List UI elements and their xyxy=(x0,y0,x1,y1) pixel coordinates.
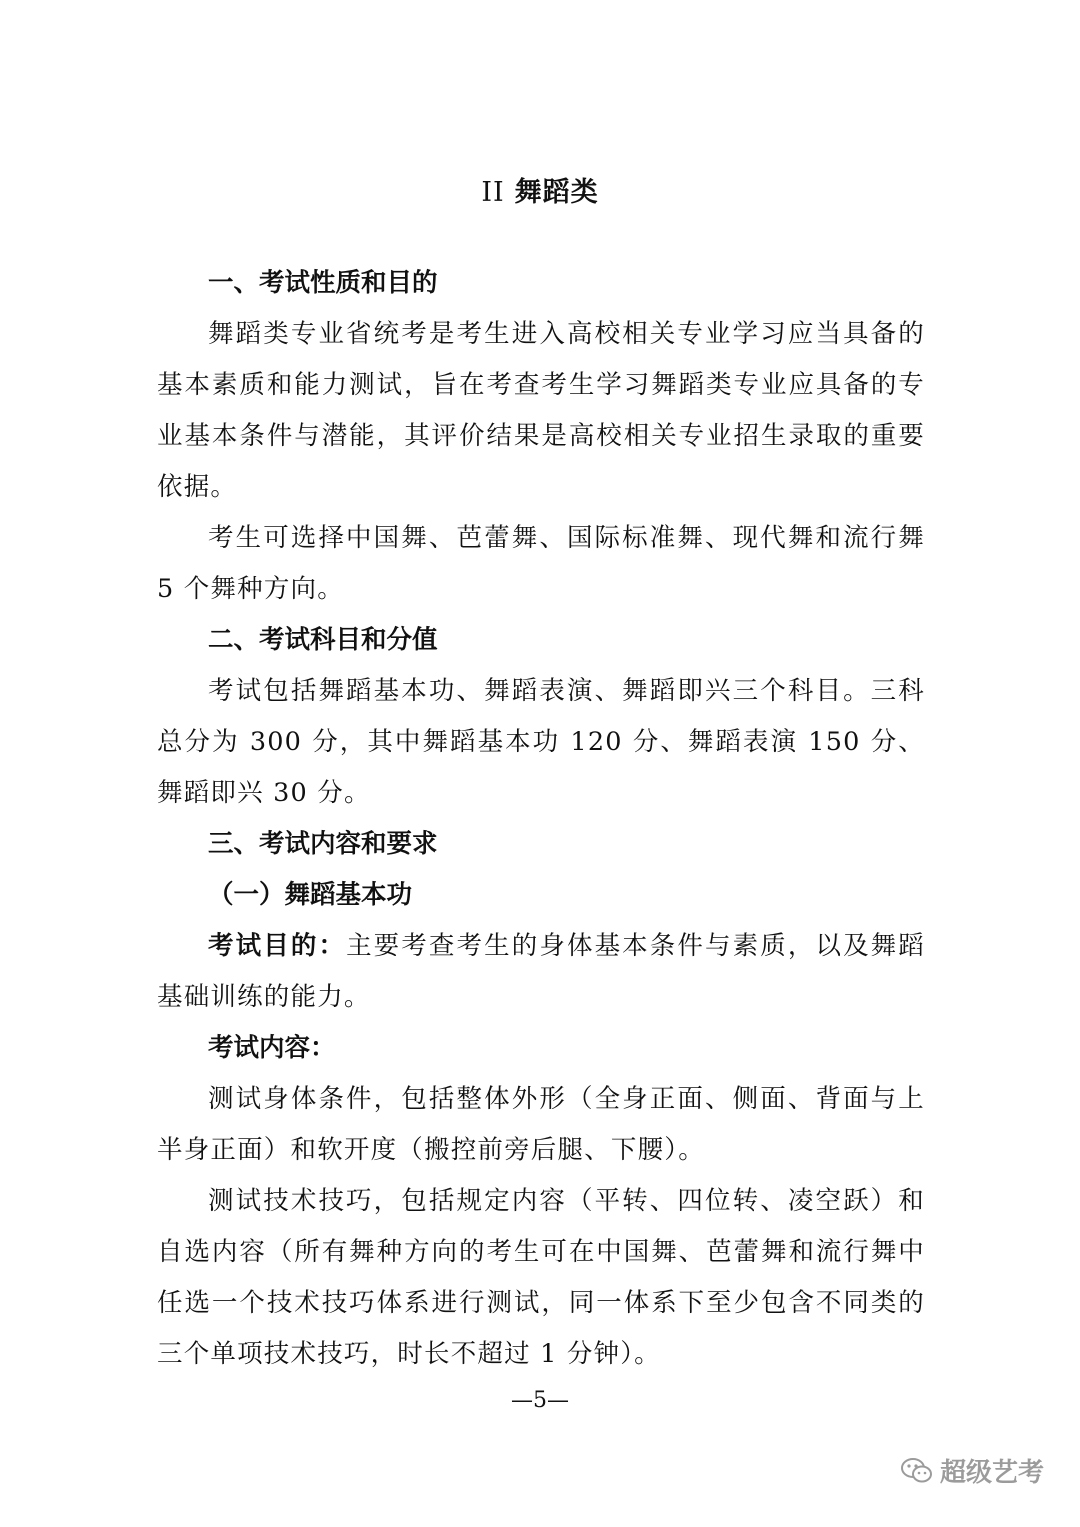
exam-content-paragraph-1: 测试身体条件，包括整体外形（全身正面、侧面、背面与上半身正面）和软开度（搬控前旁后腿、下腰）。 xyxy=(157,1084,925,1165)
title-roman-numeral: II xyxy=(481,177,505,208)
section-heading-2: 二、考试科目和分值 xyxy=(208,625,438,655)
exam-purpose-paragraph xyxy=(157,921,925,1023)
wechat-icon xyxy=(900,1456,934,1486)
section-1-paragraph-2: 考生可选择中国舞、芭蕾舞、国际标准舞、现代舞和流行舞 5 个舞种方向。 xyxy=(157,523,925,604)
watermark-text: 超级艺考 xyxy=(940,1458,1045,1488)
page-title xyxy=(0,170,1080,209)
section-heading-3: 三、考试内容和要求 xyxy=(208,829,438,859)
section-1-paragraph-1: 舞蹈类专业省统考是考生进入高校相关专业学习应当具备的基本素质和能力测试，旨在考查考生学习舞蹈类专业应具备的专业基本条件与潜能，其评价结果是高校相关专业招生录取的重要依据。 xyxy=(157,319,925,502)
exam-purpose-label: 考试目的： xyxy=(208,931,347,961)
section-2-paragraph-1: 考试包括舞蹈基本功、舞蹈表演、舞蹈即兴三个科目。三科总分为 300 分，其中舞蹈基本功 120 分、舞蹈表演 150 分、舞蹈即兴 30 分。 xyxy=(157,676,925,808)
exam-purpose-text: 主要考查考生的身体基本条件与素质，以及舞蹈基础训练的能力。 xyxy=(157,931,925,1012)
subsection-heading-basic-skills: （一）舞蹈基本功 xyxy=(208,880,413,910)
exam-content-paragraph-2: 测试技术技巧，包括规定内容（平转、四位转、凌空跃）和自选内容（所有舞种方向的考生可在中国舞、芭蕾舞和流行舞中任选一个技术技巧体系进行测试，同一体系下至少包含不同类的三个单项技术技巧，时长不超过 1 分钟）。 xyxy=(157,1186,925,1369)
title-text: 舞蹈类 xyxy=(514,177,599,208)
page-number: —5— xyxy=(511,1388,569,1413)
watermark xyxy=(900,1452,1044,1489)
section-heading-1: 一、考试性质和目的 xyxy=(208,268,438,298)
exam-content-label: 考试内容： xyxy=(208,1033,336,1063)
document-body xyxy=(157,258,925,1380)
